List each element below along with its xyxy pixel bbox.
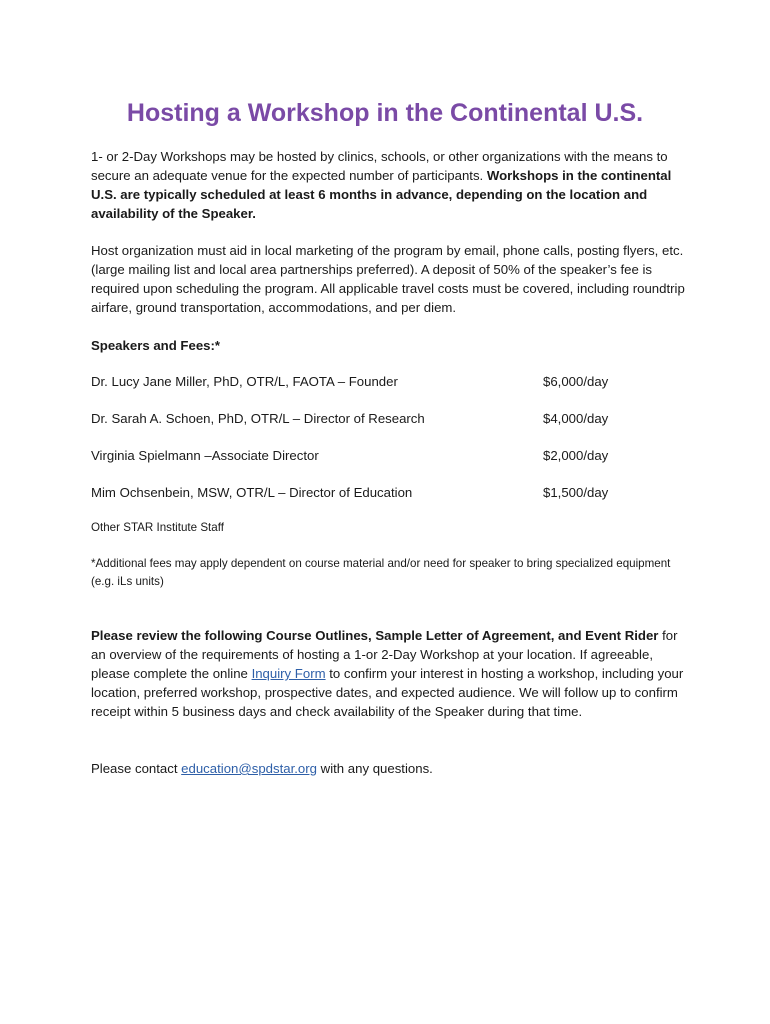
- page-title: Hosting a Workshop in the Continental U.S.: [126, 99, 644, 127]
- speaker-fee: $4,000/day: [543, 411, 609, 426]
- speaker-name: Dr. Lucy Jane Miller, PhD, OTR/L, FAOTA – Founder: [91, 374, 398, 389]
- intro-text: 1- or 2-Day Workshops may be hosted by clinics, schools, or other organizations with the means to secure an adequate venue for the expected number of participants.: [91, 149, 668, 183]
- speaker-row: [91, 372, 691, 391]
- review-bold-text: Please review the following Course Outlines, Sample Letter of Agreement, and Event Rider: [91, 628, 659, 643]
- review-paragraph: [91, 626, 691, 721]
- fees-footnote: *Additional fees may apply dependent on course material and/or need for speaker to bring specialized equipment (e.g. iLs units): [91, 557, 671, 588]
- speaker-name: Mim Ochsenbein, MSW, OTR/L – Director of Education: [91, 485, 413, 500]
- intro-paragraph: [91, 147, 691, 223]
- contact-paragraph: [91, 759, 691, 778]
- contact-prefix: Please contact: [91, 761, 182, 776]
- host-requirements-paragraph: Host organization must aid in local marketing of the program by email, phone calls, posting flyers, etc. (large mailing list and local area partnerships preferred). A deposit of 50% of the speaker’s fee is required upon scheduling the program. All applicable travel costs must be covered, including roundtrip airfare, ground transportation, accommodations, and per diem.: [91, 243, 685, 315]
- review-text: for an overview of the requirements of hosting a 1-or 2-Day Workshop at your location. If agreeable, please complete the online: [91, 628, 678, 681]
- speaker-row: [91, 409, 691, 428]
- contact-suffix: with any questions.: [317, 761, 433, 776]
- review-text-continued: to confirm your interest in hosting a workshop, including your location, preferred workshop, prospective dates, and expected audience. We will follow up to confirm receipt within 5 business days and check availability of the Speaker during that time.: [91, 666, 684, 719]
- contact-email-link[interactable]: education@spdstar.org: [181, 761, 317, 776]
- speaker-fee: $2,000/day: [543, 448, 609, 463]
- speaker-fee: $6,000/day: [543, 374, 609, 389]
- speaker-name: Virginia Spielmann –Associate Director: [91, 448, 319, 463]
- inquiry-form-link[interactable]: Inquiry Form: [251, 666, 326, 681]
- speakers-heading: Speakers and Fees:*: [91, 338, 221, 353]
- speaker-row: [91, 446, 691, 465]
- speaker-fee: $1,500/day: [543, 485, 609, 500]
- other-staff-note: Other STAR Institute Staff: [91, 521, 224, 534]
- speaker-row: [91, 483, 691, 502]
- intro-bold-text: Workshops in the continental U.S. are typically scheduled at least 6 months in advance, depending on the location and availability of the Speaker.: [91, 168, 672, 221]
- speaker-name: Dr. Sarah A. Schoen, PhD, OTR/L – Director of Research: [91, 411, 425, 426]
